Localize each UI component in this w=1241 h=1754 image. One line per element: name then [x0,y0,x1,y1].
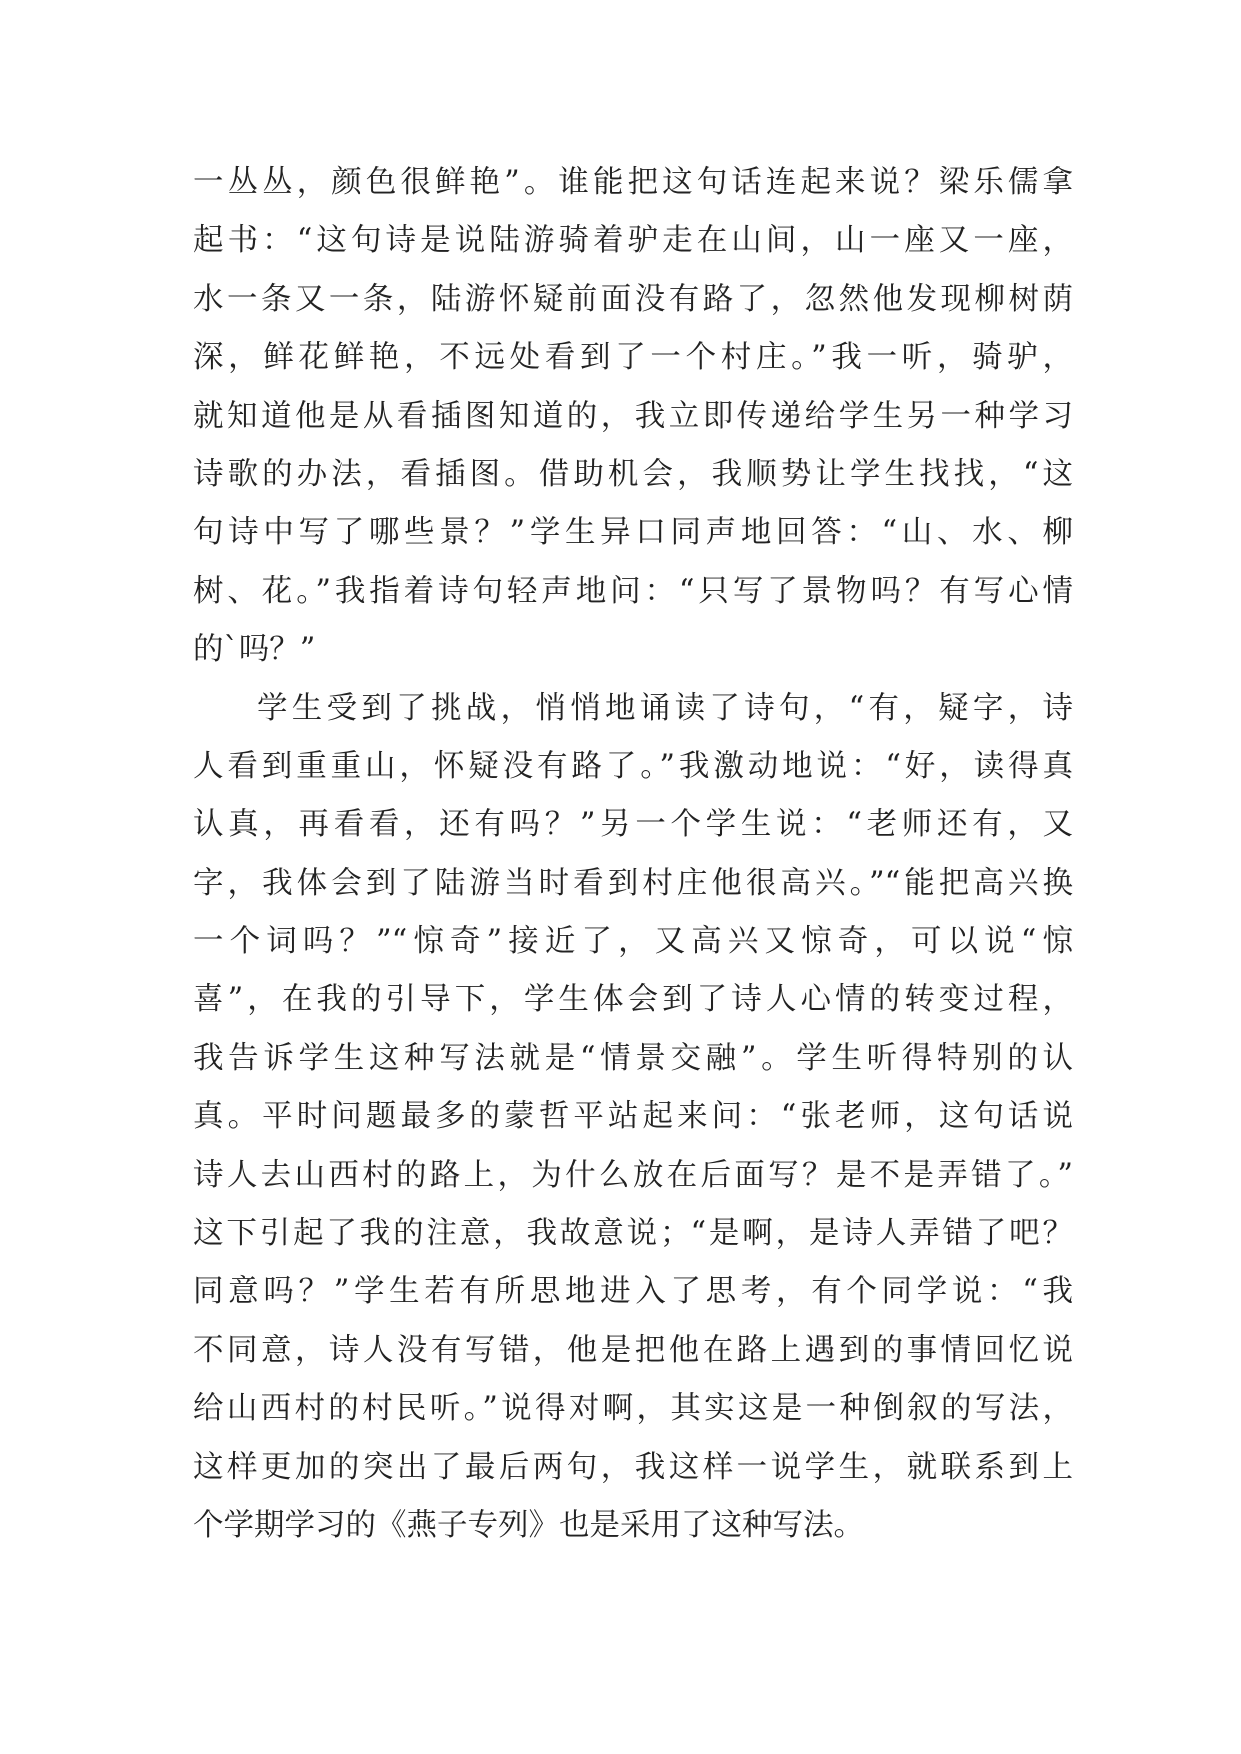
text-line: 深，鲜花鲜艳，不远处看到了一个村庄。”我一听，骑驴， [193,340,1073,376]
text-line: 水一条又一条，陆游怀疑前面没有路了，忽然他发现柳树荫 [193,281,1073,317]
text-line: 一个词吗？”“惊奇”接近了，又高兴又惊奇，可以说“惊 [193,924,1073,960]
text-line: 人看到重重山，怀疑没有路了。”我激动地说：“好，读得真 [193,748,1073,784]
text-line: 的`吗？” [193,632,316,668]
text-line: 学生受到了挑战，悄悄地诵读了诗句，“有，疑字，诗 [257,690,1073,726]
text-line: 句诗中写了哪些景？”学生异口同声地回答：“山、水、柳 [193,515,1073,551]
text-line: 诗歌的办法，看插图。借助机会，我顺势让学生找找，“这 [193,456,1073,492]
text-line: 给山西村的村民听。”说得对啊，其实这是一种倒叙的写法， [193,1391,1073,1427]
text-line: 喜”，在我的引导下，学生体会到了诗人心情的转变过程， [193,982,1073,1018]
text-line: 诗人去山西村的路上，为什么放在后面写？是不是弄错了。” [193,1157,1073,1193]
text-line: 一丛丛，颜色很鲜艳”。谁能把这句话连起来说？梁乐儒拿 [193,165,1073,200]
body-text [193,154,1073,1555]
text-line: 真。平时问题最多的蒙哲平站起来问：“张老师，这句话说 [193,1099,1073,1135]
text-line: 这下引起了我的注意，我故意说；“是啊，是诗人弄错了吧？ [193,1216,1073,1252]
text-line: 同意吗？”学生若有所思地进入了思考，有个同学说：“我 [193,1274,1073,1310]
text-line: 个学期学习的《燕子专列》也是采用了这种写法。 [193,1507,864,1543]
text-line: 字，我体会到了陆游当时看到村庄他很高兴。”“能把高兴换 [193,865,1073,901]
text-line: 就知道他是从看插图知道的，我立即传递给学生另一种学习 [193,398,1073,434]
text-line: 认真，再看看，还有吗？”另一个学生说：“老师还有，又 [193,807,1073,843]
text-line: 这样更加的突出了最后两句，我这样一说学生，就联系到上 [193,1449,1073,1485]
text-line: 树、花。”我指着诗句轻声地问：“只写了景物吗？有写心情 [193,573,1073,609]
text-line: 我告诉学生这种写法就是“情景交融”。学生听得特别的认 [193,1040,1073,1076]
text-line: 不同意，诗人没有写错，他是把他在路上遇到的事情回忆说 [193,1332,1073,1368]
text-line: 起书：“这句诗是说陆游骑着驴走在山间，山一座又一座， [193,223,1073,259]
